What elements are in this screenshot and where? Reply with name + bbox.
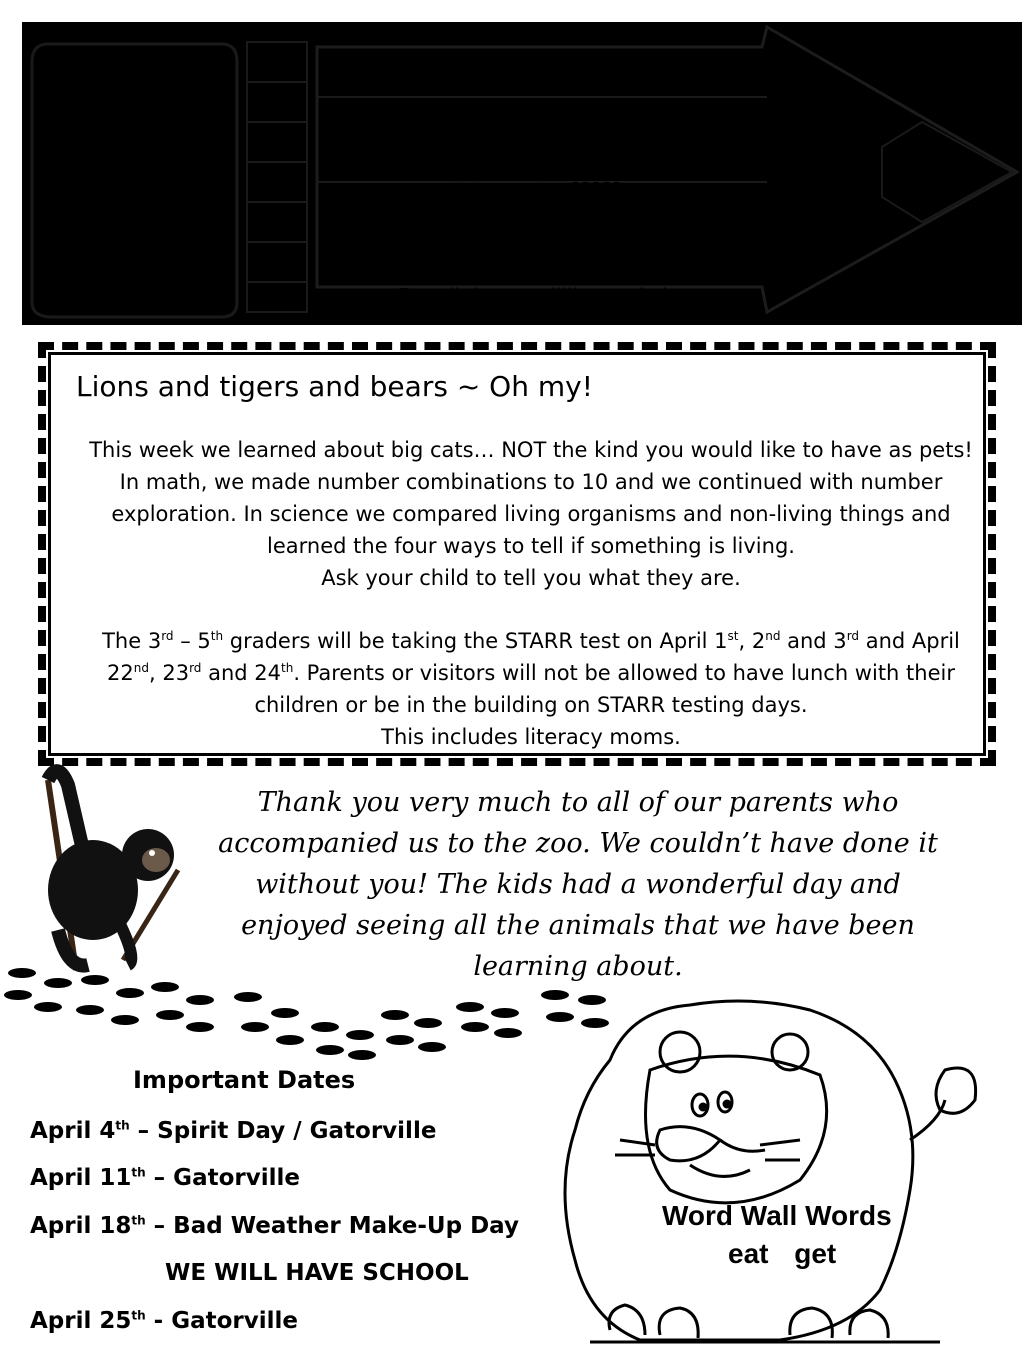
teacher-name: Mrs. Williky (452, 178, 652, 213)
starr-sup-4: nd (765, 629, 781, 643)
newsletter-date: March 28, 2014 (473, 234, 631, 258)
monkey-icon (28, 760, 188, 980)
starr-text-5: and 3 (780, 629, 847, 653)
news-paragraph-1 (86, 434, 976, 594)
starr-sup-5: rd (846, 629, 860, 643)
newsletter-title-line1: Kindergarten (410, 44, 694, 88)
news-heading: Lions and tigers and bears ~ Oh my! (76, 370, 593, 403)
word-wall-title: Word Wall Words (662, 1200, 892, 1231)
news-box (38, 342, 996, 766)
starr-sup-2: th (210, 629, 224, 643)
starr-sup-7: rd (189, 661, 202, 675)
starr-sup-3: st (727, 629, 739, 643)
header-banner (22, 22, 1022, 325)
starr-sup-6: nd (133, 661, 149, 675)
teacher-email: E-mail: jayne.williky@gcisd.net (397, 284, 707, 308)
news-paragraph-2-end: This includes literacy moms. (381, 725, 681, 749)
footprints-icon (0, 965, 620, 1065)
date-item: April 25th - Gatorville (30, 1308, 299, 1334)
important-dates-title: Important Dates (133, 1066, 356, 1094)
date-item: April 18th – Bad Weather Make-Up Day (30, 1213, 519, 1239)
news-paragraph-1-body: This week we learned about big cats… NOT the kind you would like to have as pets! In math, we made number combinations to 10 and we continued with number exploration. In science we compared living organisms and non-living things and learned the four ways to tell if something is living. (89, 438, 973, 558)
news-paragraph-2 (86, 625, 976, 753)
starr-text-9: . Parents or visitors will not be allowed to have lunch with their children or be in the building on STARR testing days. (254, 661, 955, 717)
date-item-note: WE WILL HAVE SCHOOL (165, 1260, 469, 1286)
starr-text-8: and 24 (201, 661, 281, 685)
starr-text-7: , 23 (148, 661, 190, 685)
starr-text-2: – 5 (173, 629, 211, 653)
thank-you-message: Thank you very much to all of our parents who accompanied us to the zoo. We couldn’t have done it without you! The kids had a wonderful day and enjoyed seeing all the animals that we have been learning about. (218, 787, 938, 982)
date-item: April 4th – Spirit Day / Gatorville (30, 1118, 437, 1144)
starr-text-1: The 3 (102, 629, 162, 653)
starr-sup-1: rd (161, 629, 174, 643)
lion-icon (550, 990, 1000, 1360)
newsletter-title-line2: Connection (431, 110, 673, 154)
date-item: April 11th – Gatorville (30, 1165, 300, 1191)
starr-text-4: , 2 (738, 629, 766, 653)
starr-text-6: and April 22 (107, 629, 960, 685)
news-paragraph-1-end: Ask your child to tell you what they are. (321, 566, 741, 590)
starr-sup-8: th (281, 661, 294, 675)
word-wall-words: eat get (728, 1238, 837, 1269)
starr-text-3: graders will be taking the STARR test on April 1 (223, 629, 728, 653)
